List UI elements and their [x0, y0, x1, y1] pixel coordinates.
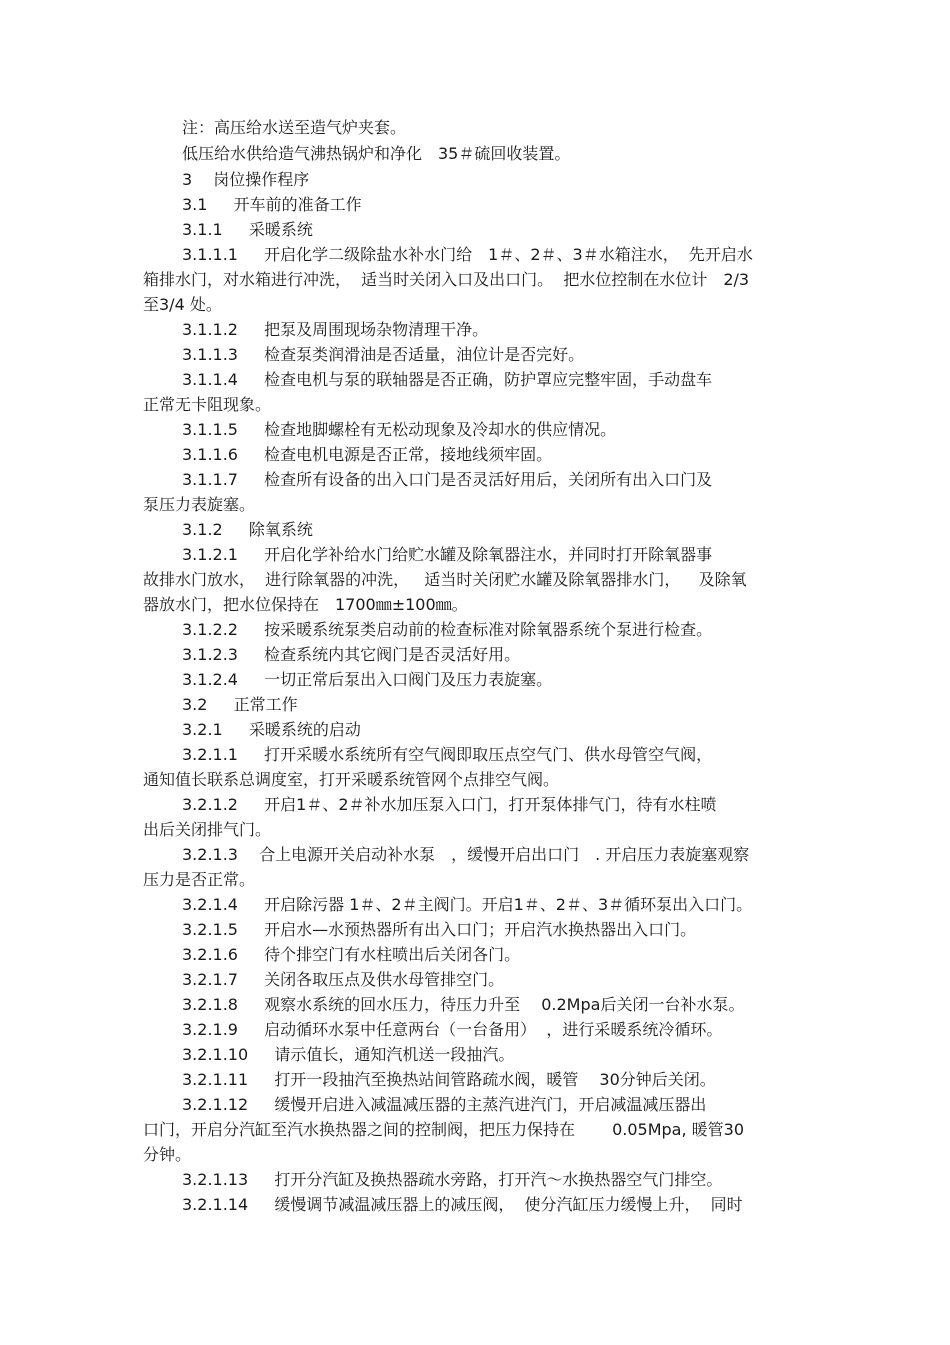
text-line: 3.1.2.1 开启化学补给水门给贮水罐及除氧器注水，并同时打开除氧器事 — [182, 545, 713, 564]
text-line: 3.1.1 采暖系统 — [182, 220, 313, 239]
text-line: 分钟。 — [143, 1145, 192, 1164]
text-line: 3.1.1.2 把泵及周围现场杂物清理干净。 — [182, 320, 489, 339]
text-line: 3.2.1.3 合上电源开关启动补水泵 ，缓慢开启出口门 . 开启压力表旋塞观察 — [182, 845, 750, 864]
text-line: 3.2.1.11 打开一段抽汽至换热站间管路疏水阀，暖管 30分钟后关闭。 — [182, 1070, 716, 1089]
text-line: 至3/4 处。 — [143, 295, 222, 314]
text-line: 3.1.1.3 检查泵类润滑油是否适量，油位计是否完好。 — [182, 345, 585, 364]
text-line: 3.2 正常工作 — [182, 695, 298, 714]
text-line: 3.2.1.7 关闭各取压点及供水母管排空门。 — [182, 970, 505, 989]
text-line: 3.2.1.10 请示值长，通知汽机送一段抽汽。 — [182, 1045, 515, 1064]
text-line: 3.2.1.1 打开采暖水系统所有空气阀即取压点空气门、供水母管空气阀， — [182, 745, 713, 764]
text-line: 3.2.1.8 观察水系统的回水压力，待压力升至 0.2Mpa后关闭一台补水泵。 — [182, 995, 745, 1014]
text-line: 3.1.1.6 检查电机电源是否正常，接地线须牢固。 — [182, 445, 553, 464]
text-line: 低压给水供给造气沸热锅炉和净化 35＃硫回收装置。 — [182, 144, 571, 163]
text-line: 3.1.2.3 检查系统内其它阀门是否灵活好用。 — [182, 645, 521, 664]
text-line: 3.2.1.4 开启除污器 1＃、2＃主阀门。开启1＃、2＃、3＃循环泵出入口门。 — [182, 895, 753, 914]
text-line: 3.1.1.1 开启化学二级除盐水补水门给 1＃、2＃、3＃水箱注水， 先开启水 — [182, 245, 753, 264]
text-line: 通知值长联系总调度室，打开采暖系统管网个点排空气阀。 — [143, 770, 560, 789]
text-line: 3.2.1.14 缓慢调节减温减压器上的减压阀， 使分汽缸压力缓慢上升， 同时 — [182, 1195, 743, 1214]
text-line: 3.1.2.2 按采暖系统泵类启动前的检查标准对除氧器系统个泵进行检查。 — [182, 620, 713, 639]
text-line: 器放水门，把水位保持在 1700㎜±100㎜。 — [143, 595, 468, 614]
text-line: 3.2.1.13 打开分汽缸及换热器疏水旁路，打开汽～水换热器空气门排空。 — [182, 1170, 723, 1189]
text-line: 3 岗位操作程序 — [182, 170, 310, 189]
text-line: 压力是否正常。 — [143, 870, 256, 889]
text-line: 3.1.1.7 检查所有设备的出入口门是否灵活好用后，关闭所有出入口门及 — [182, 470, 713, 489]
text-line: 3.2.1.12 缓慢开启进入减温减压器的主蒸汽进汽门，开启减温减压器出 — [182, 1095, 707, 1114]
text-line: 3.2.1.5 开启水—水预热器所有出入口门；开启汽水换热器出入口门。 — [182, 920, 697, 939]
text-line: 箱排水门，对水箱进行冲洗， 适当时关闭入口及出口门。 把水位控制在水位计 2/3 — [143, 270, 750, 289]
text-line: 3.1 开车前的准备工作 — [182, 195, 362, 214]
text-line: 口门，开启分汽缸至汽水换热器之间的控制阀，把压力保持在 0.05Mpa, 暖管30 — [143, 1120, 745, 1139]
text-line: 3.2.1.2 开启1＃、2＃补水加压泵入口门，打开泵体排气门，待有水柱喷 — [182, 795, 717, 814]
text-line: 3.2.1.9 启动循环水泵中任意两台（一台备用） ，进行采暖系统冷循环。 — [182, 1020, 723, 1039]
text-line: 泵压力表旋塞。 — [143, 495, 256, 514]
text-line: 3.1.2 除氧系统 — [182, 520, 313, 539]
text-line: 注：高压给水送至造气炉夹套。 — [182, 118, 407, 137]
text-line: 正常无卡阻现象。 — [143, 395, 272, 414]
text-line: 故排水门放水， 进行除氧器的冲洗， 适当时关闭贮水罐及除氧器排水门， 及除氧 — [143, 570, 747, 589]
text-line: 3.1.1.4 检查电机与泵的联轴器是否正确，防护罩应完整牢固，手动盘车 — [182, 370, 713, 389]
text-line: 3.2.1.6 待个排空门有水柱喷出后关闭各门。 — [182, 945, 521, 964]
text-line: 3.2.1 采暖系统的启动 — [182, 720, 361, 739]
text-line: 出后关闭排气门。 — [143, 820, 272, 839]
text-line: 3.1.1.5 检查地脚螺栓有无松动现象及冷却水的供应情况。 — [182, 420, 617, 439]
text-line: 3.1.2.4 一切正常后泵出入口阀门及压力表旋塞。 — [182, 670, 553, 689]
